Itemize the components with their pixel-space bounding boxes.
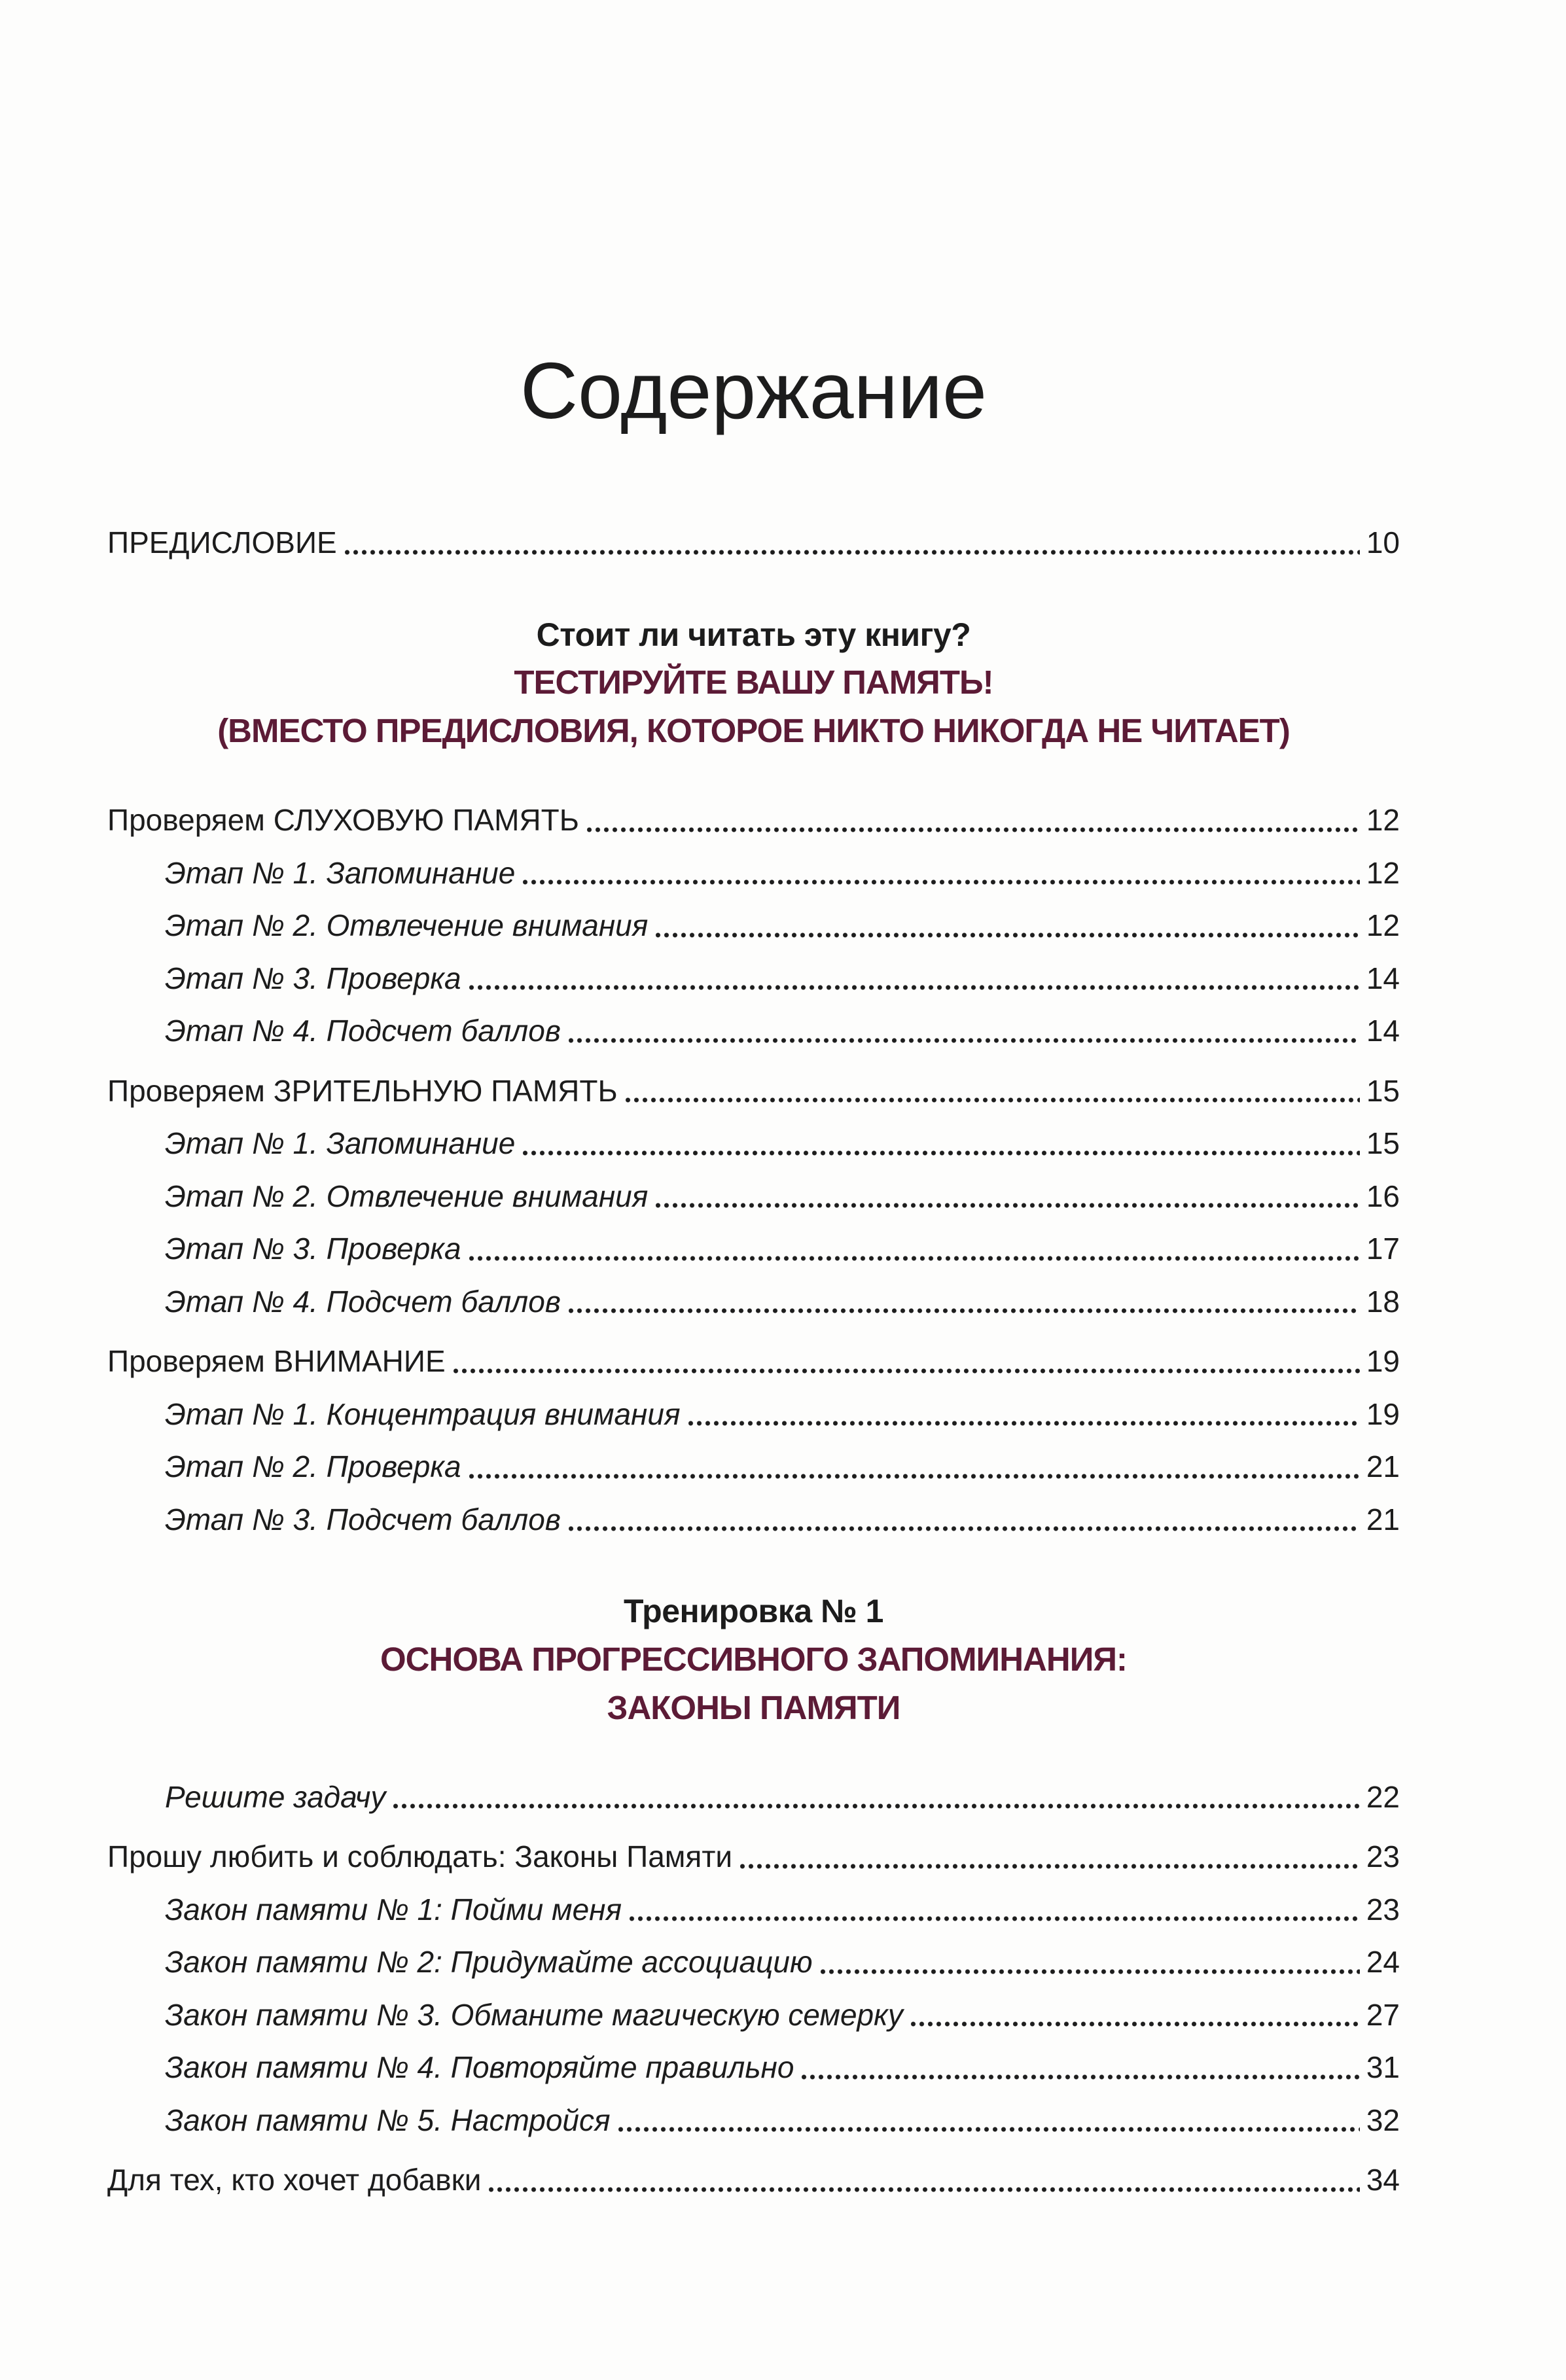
toc-entry-page-number: 10: [1366, 525, 1400, 560]
toc-entry-page-number: 27: [1366, 1997, 1400, 2032]
toc-entry-page-number: 12: [1366, 803, 1400, 838]
toc-entry-page-number: 12: [1366, 855, 1400, 890]
dot-leader: [626, 1097, 1360, 1103]
section-heading-line: ТЕСТИРУЙТЕ ВАШУ ПАМЯТЬ!: [514, 664, 993, 702]
toc-entry: [107, 1945, 1400, 1980]
section-heading-line: Тренировка № 1: [624, 1593, 883, 1630]
toc-entry-label: Проверяем ЗРИТЕЛЬНУЮ ПАМЯТЬ: [107, 1073, 618, 1108]
toc-entry-page-number: 23: [1366, 1892, 1400, 1927]
dot-leader: [821, 1969, 1360, 1974]
page-title: Содержание: [520, 346, 987, 435]
toc-entry-page-number: 14: [1366, 961, 1400, 995]
toc-entry-label: Этап № 2. Отвлечение внимания: [165, 908, 649, 943]
section-heading: [107, 611, 1400, 755]
toc-entry-page-number: 34: [1366, 2163, 1400, 2197]
toc-entry-page-number: 15: [1366, 1126, 1400, 1161]
dot-leader: [469, 1474, 1360, 1479]
toc-entry-label: Этап № 1. Запоминание: [165, 855, 516, 890]
section-heading-line: (ВМЕСТО ПРЕДИСЛОВИЯ, КОТОРОЕ НИКТО НИКОГДА НЕ ЧИТАЕТ): [217, 712, 1290, 750]
toc-entry-label: ПРЕДИСЛОВИЕ: [107, 525, 337, 560]
toc-list: [107, 526, 1400, 2197]
dot-leader: [345, 550, 1360, 555]
toc-entry: [107, 1075, 1400, 1109]
dot-leader: [618, 2127, 1360, 2132]
section-heading-line: ОСНОВА ПРОГРЕССИВНОГО ЗАПОМИНАНИЯ:: [380, 1640, 1127, 1678]
toc-entry-page-number: 14: [1366, 1014, 1400, 1048]
toc-entry: [107, 1893, 1400, 1927]
toc-entry: [107, 1232, 1400, 1266]
toc-entry-page-number: 23: [1366, 1839, 1400, 1874]
content-column: [107, 0, 1400, 2197]
toc-entry-page-number: 22: [1366, 1779, 1400, 1814]
toc-entry-page-number: 19: [1366, 1396, 1400, 1431]
toc-entry-label: Этап № 2. Отвлечение внимания: [165, 1179, 649, 1213]
toc-entry-label: Этап № 4. Подсчет баллов: [165, 1284, 561, 1319]
toc-entry-label: Этап № 2. Проверка: [165, 1449, 461, 1484]
toc-entry-label: Закон памяти № 5. Настройся: [165, 2103, 611, 2137]
toc-entry-label: Этап № 1. Запоминание: [165, 1126, 516, 1161]
toc-entry: [107, 2104, 1400, 2138]
toc-entry-page-number: 19: [1366, 1344, 1400, 1379]
toc-entry: [107, 962, 1400, 996]
toc-entry-label: Этап № 4. Подсчет баллов: [165, 1014, 561, 1048]
toc-entry: [107, 909, 1400, 943]
toc-entry-page-number: 17: [1366, 1232, 1400, 1266]
toc-entry-page-number: 32: [1366, 2103, 1400, 2137]
dot-leader: [523, 879, 1360, 885]
toc-entry-label: Проверяем СЛУХОВУЮ ПАМЯТЬ: [107, 803, 579, 838]
toc-entry-label: Закон памяти № 3. Обманите магическую семерку: [165, 1997, 903, 2032]
section-heading-line: Стоит ли читать эту книгу?: [536, 616, 971, 653]
toc-entry-label: Для тех, кто хочет добавки: [107, 2163, 482, 2197]
dot-leader: [523, 1150, 1360, 1156]
dot-leader: [688, 1421, 1360, 1426]
toc-entry: [107, 1127, 1400, 1161]
dot-leader: [569, 1038, 1360, 1043]
toc-entry: [107, 804, 1400, 838]
dot-leader: [630, 1916, 1360, 1921]
toc-entry: [107, 1840, 1400, 1874]
toc-entry-page-number: 31: [1366, 2050, 1400, 2085]
toc-entry: [107, 1781, 1400, 1815]
toc-entry: [107, 1503, 1400, 1537]
dot-leader: [569, 1308, 1360, 1313]
dot-leader: [587, 827, 1360, 832]
toc-entry: [107, 2163, 1400, 2197]
toc-entry-label: Этап № 3. Проверка: [165, 1232, 461, 1266]
toc-entry: [107, 1180, 1400, 1214]
toc-entry-label: Этап № 3. Подсчет баллов: [165, 1502, 561, 1536]
dot-leader: [393, 1803, 1359, 1809]
dot-leader: [740, 1864, 1360, 1869]
toc-entry-label: Закон памяти № 4. Повторяйте правильно: [165, 2050, 794, 2085]
dot-leader: [454, 1368, 1360, 1374]
toc-entry: [107, 526, 1400, 560]
dot-leader: [802, 2074, 1359, 2080]
toc-entry-label: Закон памяти № 2: Придумайте ассоциацию: [165, 1945, 813, 1980]
toc-entry: [107, 1014, 1400, 1048]
dot-leader: [569, 1526, 1360, 1531]
toc-entry: [107, 1450, 1400, 1484]
section-heading-line: ЗАКОНЫ ПАМЯТИ: [607, 1688, 900, 1726]
dot-leader: [656, 932, 1360, 938]
dot-leader: [911, 2021, 1360, 2027]
toc-entry: [107, 2051, 1400, 2085]
toc-entry-label: Закон памяти № 1: Пойми меня: [165, 1892, 622, 1927]
toc-entry-label: Решите задачу: [165, 1779, 386, 1814]
toc-entry-page-number: 21: [1366, 1502, 1400, 1536]
toc-entry-page-number: 21: [1366, 1449, 1400, 1484]
toc-entry-page-number: 24: [1366, 1945, 1400, 1980]
section-heading: [107, 1588, 1400, 1732]
toc-entry: [107, 857, 1400, 891]
toc-entry-page-number: 15: [1366, 1073, 1400, 1108]
toc-entry: [107, 1345, 1400, 1379]
toc-entry-page-number: 18: [1366, 1284, 1400, 1319]
toc-entry-label: Прошу любить и соблюдать: Законы Памяти: [107, 1839, 733, 1874]
toc-entry-page-number: 12: [1366, 908, 1400, 943]
toc-entry: [107, 1398, 1400, 1432]
toc-entry-label: Этап № 1. Концентрация внимания: [165, 1396, 681, 1431]
toc-entry: [107, 1998, 1400, 2033]
toc-entry-label: Этап № 3. Проверка: [165, 961, 461, 995]
dot-leader: [469, 985, 1360, 990]
toc-entry: [107, 1285, 1400, 1319]
dot-leader: [489, 2187, 1359, 2192]
dot-leader: [656, 1203, 1360, 1208]
dot-leader: [469, 1256, 1360, 1261]
toc-entry-label: Проверяем ВНИМАНИЕ: [107, 1344, 446, 1379]
toc-entry-page-number: 16: [1366, 1179, 1400, 1213]
